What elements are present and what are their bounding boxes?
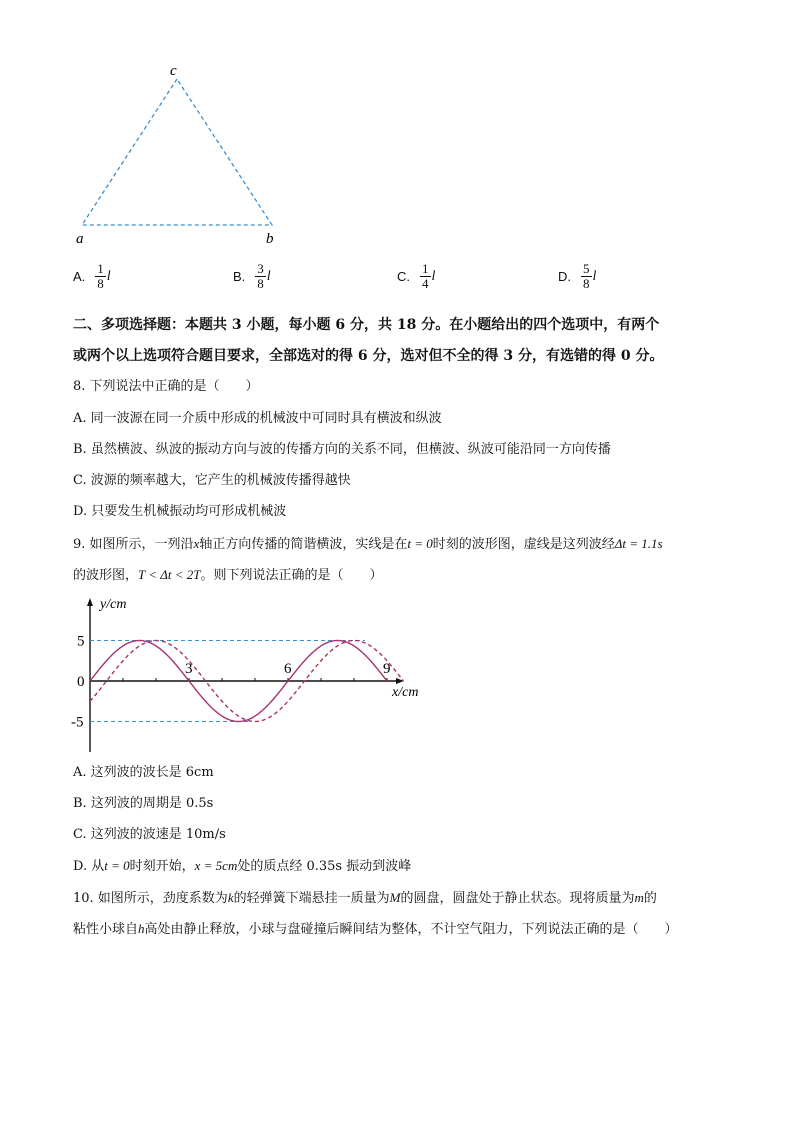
section2-heading-line1: 二、多项选择题：本题共 3 小题，每小题 6 分，共 18 分。在小题给出的四个选项中，有两个: [73, 317, 660, 333]
math-t0: t = 0: [104, 858, 130, 873]
numerator: 5: [583, 261, 590, 276]
math-delta-t: Δt = 1.1s: [614, 536, 663, 551]
chart-static: [71, 598, 404, 752]
option-text: 处的质点经 0.35s 振动到波峰: [237, 859, 412, 874]
q10-text: 的: [643, 891, 657, 906]
q9-stem-text: 9. 如图所示，一列沿: [73, 537, 194, 552]
fraction: [255, 262, 266, 291]
fraction: [420, 262, 431, 291]
q8-option-b[interactable]: B. 虽然横波、纵波的振动方向与波的传播方向的关系不同，但横波、纵波可能沿同一方向传播: [73, 442, 611, 457]
q7-option-c[interactable]: [397, 262, 435, 291]
q10-stem-line1: [73, 889, 657, 908]
option-text: 时刻开始，: [129, 859, 195, 874]
q9-stem-text: 。则下列说法正确的是（ ）: [200, 568, 383, 583]
q10-text: 的轻弹簧下端悬挂一质量为: [233, 891, 390, 906]
q9-stem-text: 时刻的波形图，虚线是这列波经: [432, 537, 615, 552]
denominator: 8: [583, 276, 590, 291]
triangle-figure: [60, 55, 300, 255]
q10-text: 10. 如图所示，劲度系数为: [73, 891, 228, 906]
math-h: h: [138, 921, 145, 936]
vertex-b-label: b: [266, 231, 274, 247]
q9-option-a[interactable]: A. 这列波的波长是 6cm: [73, 765, 214, 780]
x-tick-label: 6: [284, 661, 292, 677]
fraction: [581, 262, 592, 291]
vertex-c-label: c: [170, 63, 177, 79]
wave-chart: [70, 592, 440, 757]
denominator: 8: [97, 276, 104, 291]
q8-option-c[interactable]: C. 波源的频率越大，它产生的机械波传播得越快: [73, 473, 351, 488]
q7-option-a[interactable]: [73, 262, 111, 291]
q9-option-b[interactable]: B. 这列波的周期是 0.5s: [73, 796, 214, 811]
denominator: 4: [422, 276, 429, 291]
x-tick-label: 9: [383, 661, 391, 677]
q9-option-d[interactable]: [73, 857, 411, 876]
option-letter: A.: [73, 269, 86, 284]
numerator: 3: [257, 261, 264, 276]
q8-stem: 8. 下列说法中正确的是（ ）: [73, 379, 259, 394]
section2-heading-line2: 或两个以上选项符合题目要求，全部选对的得 6 分，选对但不全的得 3 分，有选错的得 0 分。: [73, 348, 664, 364]
option-text: D. 从: [73, 859, 105, 874]
y-axis-arrow: [87, 598, 93, 606]
numerator: 1: [422, 261, 429, 276]
option-letter: C.: [397, 269, 410, 284]
math-condition: T < Δt < 2T: [138, 567, 201, 582]
math-t0: t = 0: [407, 536, 433, 551]
q9-stem-line2: [73, 566, 383, 585]
q8-option-d[interactable]: D. 只要发生机械振动均可形成机械波: [73, 504, 287, 519]
y-tick-label: -5: [71, 714, 84, 731]
variable-l: l: [431, 268, 436, 284]
q10-text: 粘性小球自: [73, 922, 139, 937]
x-tick-label: 3: [185, 661, 193, 677]
vertex-a-label: a: [76, 231, 84, 247]
option-letter: B.: [233, 269, 246, 284]
x-axis-label: x/cm: [392, 685, 419, 700]
q10-stem-line2: [73, 920, 678, 939]
q10-text: 高处由静止释放，小球与盘碰撞后瞬间结为整体，不计空气阻力，下列说法正确的是（ ）: [144, 922, 678, 937]
y-tick-label: 5: [77, 633, 85, 650]
math-m: m: [634, 890, 644, 905]
q9-option-c[interactable]: C. 这列波的波速是 10m/s: [73, 827, 226, 842]
y-axis-label: y/cm: [100, 597, 127, 612]
q9-stem-line1: [73, 535, 663, 554]
q9-stem-text: 的波形图，: [73, 568, 139, 583]
fraction: [95, 262, 106, 291]
q8-option-a[interactable]: A. 同一波源在同一介质中形成的机械波中可同时具有横波和纵波: [73, 411, 442, 426]
triangle-abc: [82, 79, 272, 225]
math-M: M: [389, 890, 401, 905]
q10-text: 的圆盘，圆盘处于静止状态。现将质量为: [400, 891, 635, 906]
q7-option-b[interactable]: [233, 262, 271, 291]
variable-l: l: [266, 268, 271, 284]
q9-stem-text: 轴正方向传播的简谐横波，实线是在: [199, 537, 408, 552]
q7-option-d[interactable]: [558, 262, 596, 291]
variable-l: l: [106, 268, 111, 284]
option-letter: D.: [558, 269, 571, 284]
variable-l: l: [592, 268, 597, 284]
math-k: k: [227, 890, 234, 905]
math-x5: x = 5cm: [194, 858, 238, 873]
math-x: x: [193, 536, 200, 551]
numerator: 1: [97, 261, 104, 276]
denominator: 8: [257, 276, 264, 291]
y-tick-label: 0: [77, 674, 85, 690]
